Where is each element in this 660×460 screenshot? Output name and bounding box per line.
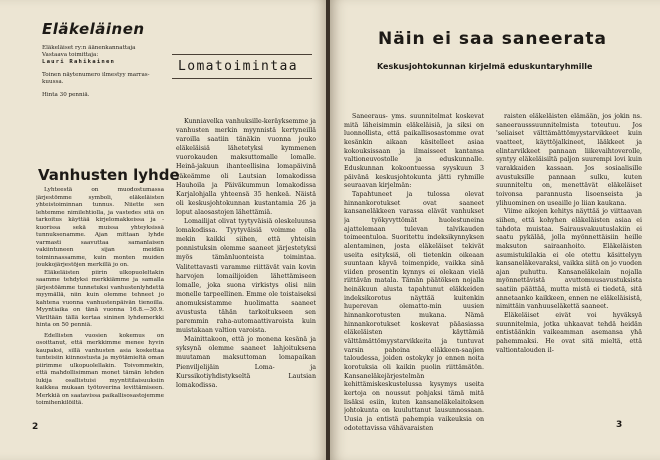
paragraph: Saneeraus- yms. suunnitelmat koskevat mitä läheisimmin eläkeläisiä, ja siksi on luonnollista, että paikallisosastomme ovat kesänkin aikaan käsitelleet asiaa kokouksissaan ja ilmaisseet kantansa valtioneuvostolle ja eduskunnalle. Eduskunnan kokoontuessa syyskuun 3 päivänä keskusjohtokunta jätti ryhmille seuraavan kirjelmän: bbox=[344, 113, 484, 190]
paragraph: Lyhteestä on muodostumassa järjestömme symboli, eläkeläisten yhteistoiminnan tunnus. Niiette sen lehtemme nimilehtiolla, ja vastedes sitä on tarkoitus käyttää kirjelomakkeissa ja -kuorissa sekä muissa yhteyksissä tunnuksenamme. Ajan mittaan lyhde varmasti saavuttaa samanlaisen vakiintuneen sijan meidän toiminnassamme, kuin monten muiden joukkojärjestöjen merkillä jo on. bbox=[36, 187, 164, 268]
title-rule-bottom bbox=[172, 78, 312, 79]
article-lomatoimintaa-body bbox=[176, 117, 316, 390]
article-title-vanhusten-lyhde: Vanhusten lyhde bbox=[38, 166, 180, 184]
paragraph: Eläkeläisten piirin ulkopuoleltakin saamme tehdyksi merkkiämme ja samalla järjestöämme tunnetuksi vanhustenlyhdettä myymällä, niin kuin olemme tehneet jo kahtena vuonna vanhustenpäivän tienoilla. Myyntiaika on tänä vuonna 16.8.—30.9. Väriltään tällä kertaa sininen lyhdemerkki hinta on 50 penniä. bbox=[36, 269, 164, 328]
masthead-line: Eläkeläiset ry:n äänenkannattaja bbox=[42, 45, 136, 51]
paragraph: Mainittakoon, että jo monena kesänä ja syksynä olemme saaneet lahjoituksena muutaman maksuttoman lomapaikan Pienviljelijäin Loma- ja Kurssikotiyhdistykseltä Lautsian lomakodissa. bbox=[176, 336, 316, 389]
masthead-line: Toinen näytenumero ilmestyy marras- bbox=[42, 72, 150, 78]
article-title-lomatoimintaa: Lomatoimintaa bbox=[178, 59, 298, 74]
paragraph: Eläkeläiset eivät voi hyväksyä suunnitelmia, jotka uhkaavat tehdä heidän entistäänkin vaikeamman asemansa yhä pahemmaksi. He ovat sitä mieltä, että valtiontalouden il- bbox=[496, 312, 642, 354]
paragraph: Lomailijat olivat tyytyväisiä oleskeluunsa lomakodissa. Tyytyväisiä voimme olla mekin kaikki siihen, että yhteisin ponnistuksin olemme saaneet järjestetyksi myös tämänluonteista toimintaa. Valitettavasti varamme riittävät vain kovin harvojen lomailijoiden lähettämiseen lomalle, joka suona virkistys olisi niin monelle tarpeellinen. Emme ole toistaiseksi anomuksistamme huolimatta saaneet avustusta tähän tarkoitukseen sen paremmin raha-automaattivaroista kuin muistakaan valtion varoista. bbox=[176, 218, 316, 335]
price-line: Hinta 30 penniä. bbox=[42, 92, 90, 98]
masthead-title: Eläkeläinen bbox=[42, 20, 145, 38]
paragraph: Viime aikojen kehitys näyttää jo viittaavan siihen, että kohyhen eläkeläisten asiaa ei tahdota muistaa. Sairausvakuutuslakiin ei saatu pykälää, jolla myönnettäisiin heille maksuton sairaanhoito. Eläkeläisten asumistukilakia ei ole otettu käsittelyyn kansaneläkevaraksi, vaikka siitä on jo vuoden ajan puhuttu. Kansaneläkelain nojalla myönnettävistä avuttomuusavustuksista saatiin päättää, mutta mistä ei tiedetä, sitä annetaanko kaikkeen, ennen ne eläkeläisistä, nimittäin vanhuuseläkettä saaneet. bbox=[496, 208, 642, 311]
editor-name: Lauri Rahikainen bbox=[42, 59, 116, 65]
masthead-info bbox=[42, 45, 162, 99]
subheadline: Keskusjohtokunnan kirjelmä eduskuntaryhmille bbox=[377, 62, 593, 71]
page-number-right: 3 bbox=[616, 420, 623, 430]
paragraph: Tapahtuneet ja tulossa olevat hinnankorotukset ovat saaneet kansaneläkkeen varassa elävät vanhukset ja työkyvyttömät huolestuneina ajattelemaan tulevan talvikauden toimeentuloa. Suoritettu indeksikynnyksen alentaminen, josta eläkeläiset tekivät useita esityksiä, oli tietenkin oikeaan suuntaan käyvä toimenpide, vaikka sinä viiden prosentin kynnys ei olekaan vielä riittävän matala. Tämän päätöksen nojalla heinäkuun alusta tapahtunut eläkkeiden indeksikorotus näyttää kuitenkin huperevan olematto-min uusien hinnankorotusten mukana. Nämä hinnankorotukset koskevat pääasiassa eläkeläisten käyttämiä välttämättömyystarvikkeita ja tuntuvat varsin pahoina eläkkeen-saajien taloudessa, joiden ostokyky jo ennen noita korotuksia oli kaikin puolin riittämätön. Kansaneläkejärjestelmän kehittämiskeskustelussa kysymys useita kertoja on noussut pohjaksi tämä mitä lisäksi esiin, kuten kansaneläkelaitoksen johtokunta on kuuluttanut lausunnossaan. Uusia ja entistä pahempia vaikeuksia on odotettavissa vähävaraisten bbox=[344, 190, 484, 432]
paragraph: Kunniavelka vanhuksille-keräyksemme ja vanhusten merkin myynnistä kertyneillä varoilla saatiin tänäkin vuonna jouko eläkeläisiä lähetetyksi kymmenen vuorokauden maksuttomalle lomalle. Heinä-jakuun ihanteellisina lomapäivinä väkeämme oli Lautsian lomakodissa Hauhoila ja Päiväkummun lomakodissa Karjalohjalla yhteensä 35 henkeä. Näistä oli keskusjohtokunnan kustantamia 26 ja loput alaosastojen lähettämiä. bbox=[176, 118, 316, 216]
paragraph: raisten eläkeläisten elämään, jos jokin ns. saneerausssuunnitelmista toteutuu. Jos 'seliaiset välttämättömyystarvikkeet kuin vaatteet, käyttöjalkineet, lääkkeet ja elintarvikkeet pannaan liikevaihtoverolle, syntyy eläkeläisiltä paljon suurempi lovi kuin varakkaiden kassaan. Jos sosiaalisille avustuksille pannaan sulku, kuten suunniteltu on, menettävät eläkeläiset toivonsa parannusta lisoenseista ja ylihuominen on useaille jo liian kaukana. bbox=[496, 113, 642, 207]
right-page bbox=[330, 0, 660, 460]
left-page bbox=[0, 0, 328, 460]
masthead-line: Vastaava toimittaja: bbox=[42, 52, 99, 58]
masthead-line: kuussa. bbox=[42, 79, 64, 85]
article-vanhusten-lyhde-body bbox=[36, 187, 164, 408]
article-column-1 bbox=[344, 113, 484, 433]
article-column-2 bbox=[496, 113, 642, 355]
page-number-left: 2 bbox=[32, 422, 39, 432]
paragraph: Edellisten vuosien kokemus on osoittanut, että merkkimme menee hyvin kaupaksi, sillä vanhusten asia koskettaa tunteisiin kiinnostusta ja myötämieltä oman piirimme ulkopuolellakin. Toivommekin, että mahdollisimman monet tämän lehden lukija osallistuisi myyntitilaisuuksiin kaikkea mukaan työtoverina levittämiseen. Merkkiä on saatavissa paikallisosastojemme toimihenkilöiltä. bbox=[36, 332, 164, 406]
headline: Näin ei saa saneerata bbox=[378, 29, 608, 49]
title-rule-top bbox=[172, 54, 312, 55]
